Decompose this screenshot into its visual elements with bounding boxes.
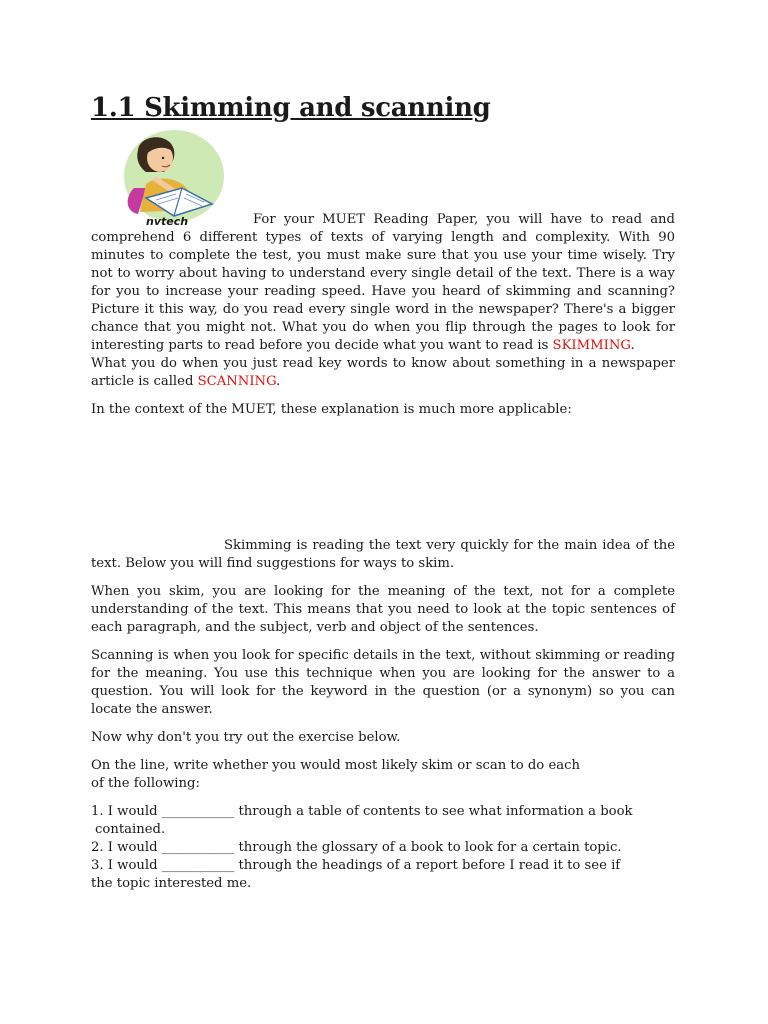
exercise-item-1-cont: contained. — [95, 822, 166, 837]
scanning-sentence: What you do when you just read key words to know about something in a newspaper article is called — [91, 356, 675, 389]
exercise-instruction: On the line, write whether you would most likely skim or scan to do each of the following: — [91, 758, 580, 791]
exercise-item-1: 1. I would ___________ through a table of contents to see what information a book — [91, 804, 633, 819]
skimming-definition-text: Skimming is reading the text very quickly for the main idea of the text. Below you will find suggestions for ways to skim. — [91, 538, 675, 571]
exercise-item-2: 2. I would ___________ through the glossary of a book to look for a certain topic. — [91, 840, 622, 855]
page-title: 1.1 Skimming and scanning — [91, 93, 491, 123]
skimming-definition — [91, 537, 675, 573]
exercise-item-3-cont: the topic interested me. — [91, 876, 252, 891]
intro-period: . — [630, 338, 635, 353]
exercise-list — [91, 803, 691, 893]
intro-paragraph — [91, 211, 675, 391]
context-line: In the context of the MUET, these explanation is much more applicable: — [91, 402, 572, 417]
skimming-detail: When you skim, you are looking for the meaning of the text, not for a complete understanding of the text. This means that you need to look at the topic sentences of each paragraph, and the subject, verb and object of the sentences. — [91, 584, 675, 635]
scanning-definition: Scanning is when you look for specific details in the text, without skimming or reading for the meaning. You use this technique when you are looking for the answer to a question. You will look for the keyword in the question (or a synonym) so you can locate the answer. — [91, 648, 675, 717]
skimming-keyword: SKIMMING — [552, 338, 631, 353]
scanning-keyword: SCANNING — [197, 374, 277, 389]
exercise-item-3: 3. I would ___________ through the headings of a report before I read it to see if — [91, 858, 621, 873]
intro-text: For your MUET Reading Paper, you will have to read and comprehend 6 different types of texts of varying length and complexity. With 90 minutes to complete the test, you must make sure that you use your time wisely. Try not to worry about having to understand every single detail of the text. There is a way for you to increase your reading speed. Have you heard of skimming and scanning? Picture it this way, do you read every single word in the newspaper? There's a bigger chance that you might not. What you do when you flip through the pages to look for interesting parts to read before you decide what you want to read is — [91, 212, 675, 353]
exercise-prompt: Now why don't you try out the exercise below. — [91, 730, 401, 745]
scan-period: . — [276, 374, 281, 389]
illustration-caption: nvtech — [146, 215, 189, 228]
